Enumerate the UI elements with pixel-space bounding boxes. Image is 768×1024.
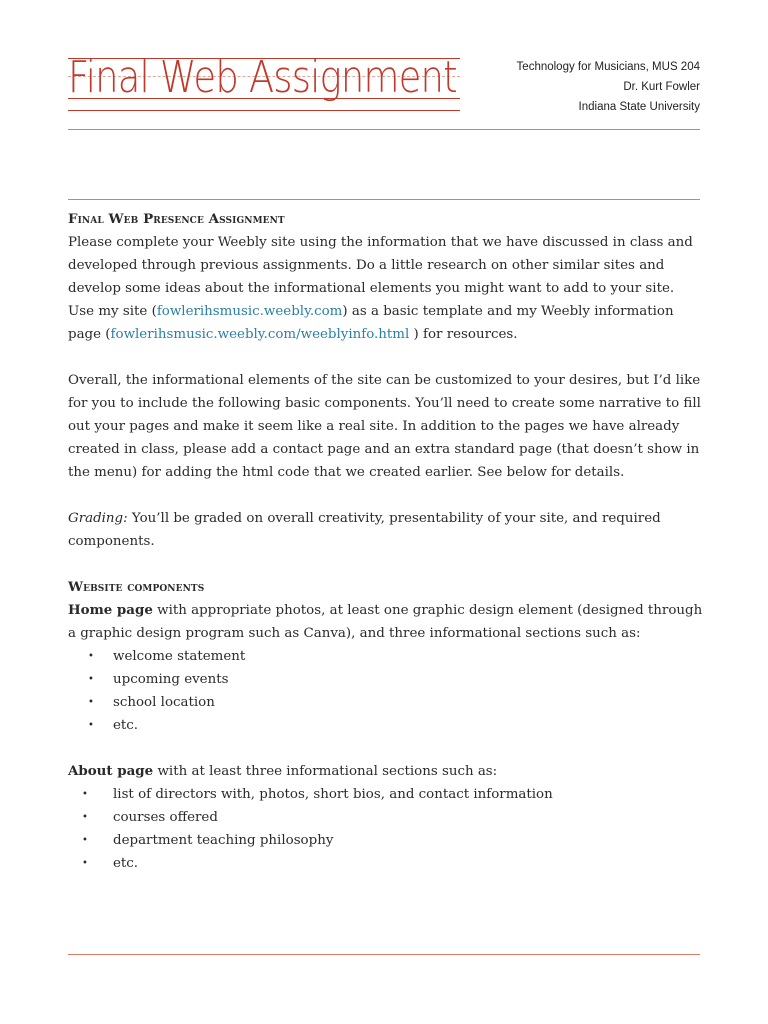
- intro-text-1: Please complete your Weebly site using the information that we have discussed in class and developed through previous assignments. Do a little research on other similar sites and develop some ideas about the informational elements you might want to add to your site. Use my site (: [68, 235, 693, 319]
- institution-name: Indiana State University: [578, 101, 700, 113]
- list-item: • department teaching philosophy: [82, 833, 334, 848]
- list-item: • courses offered: [82, 810, 218, 825]
- section-heading-assignment: Final Web Presence Assignment: [68, 211, 285, 227]
- home-page-list: [68, 645, 704, 737]
- divider-second: [68, 199, 700, 200]
- list-item: • etc.: [88, 718, 139, 733]
- grading-label: Grading:: [68, 511, 128, 526]
- about-page-text: with at least three informational sections such as:: [153, 764, 498, 779]
- grading-paragraph: [68, 507, 704, 553]
- main-content: [68, 208, 704, 875]
- intro-text-3: ) for resources.: [409, 327, 518, 342]
- site-link[interactable]: fowlerihsmusic.weebly.com: [156, 304, 343, 319]
- title-block: [68, 44, 468, 122]
- divider-top: [68, 129, 700, 130]
- course-name: Technology for Musicians, MUS 204: [516, 61, 700, 73]
- divider-bottom: [68, 954, 700, 955]
- list-item: • welcome statement: [88, 649, 246, 664]
- intro-text-2: ) as a basic template and my Weebly information page (: [68, 304, 674, 342]
- home-page-text: with appropriate photos, at least one graphic design element (designed through a graphic design program such as Canva), and three informational sections such as:: [68, 603, 703, 641]
- about-page-label: About page: [68, 763, 154, 779]
- list-item: • list of directors with, photos, short bios, and contact information: [82, 787, 553, 802]
- page-title: Final Web Assignment: [68, 52, 457, 103]
- overview-paragraph: Overall, the informational elements of the site can be customized to your desires, but I’d like for you to include the following basic components. You’ll need to create some narrative to fill out your pages and make it seem like a real site. In addition to the pages we have already created in class, please add a contact page and an extra standard page (that doesn’t show in the menu) for adding the html code that we created earlier. See below for details.: [68, 373, 701, 480]
- about-page-list: [68, 783, 704, 875]
- intro-paragraph: [68, 231, 704, 346]
- course-info: [517, 57, 700, 117]
- about-page-paragraph: [68, 760, 704, 783]
- list-item: • etc.: [82, 856, 139, 871]
- section-heading-components: Website components: [68, 579, 205, 595]
- instructor-name: Dr. Kurt Fowler: [623, 81, 700, 93]
- home-page-label: Home page: [68, 602, 153, 618]
- home-page-paragraph: [68, 599, 704, 645]
- grading-text: You’ll be graded on overall creativity, presentability of your site, and required components.: [68, 511, 661, 549]
- list-item: • upcoming events: [88, 672, 229, 687]
- info-page-link[interactable]: fowlerihsmusic.weebly.com/weeblyinfo.html: [110, 327, 410, 342]
- list-item: • school location: [88, 695, 215, 710]
